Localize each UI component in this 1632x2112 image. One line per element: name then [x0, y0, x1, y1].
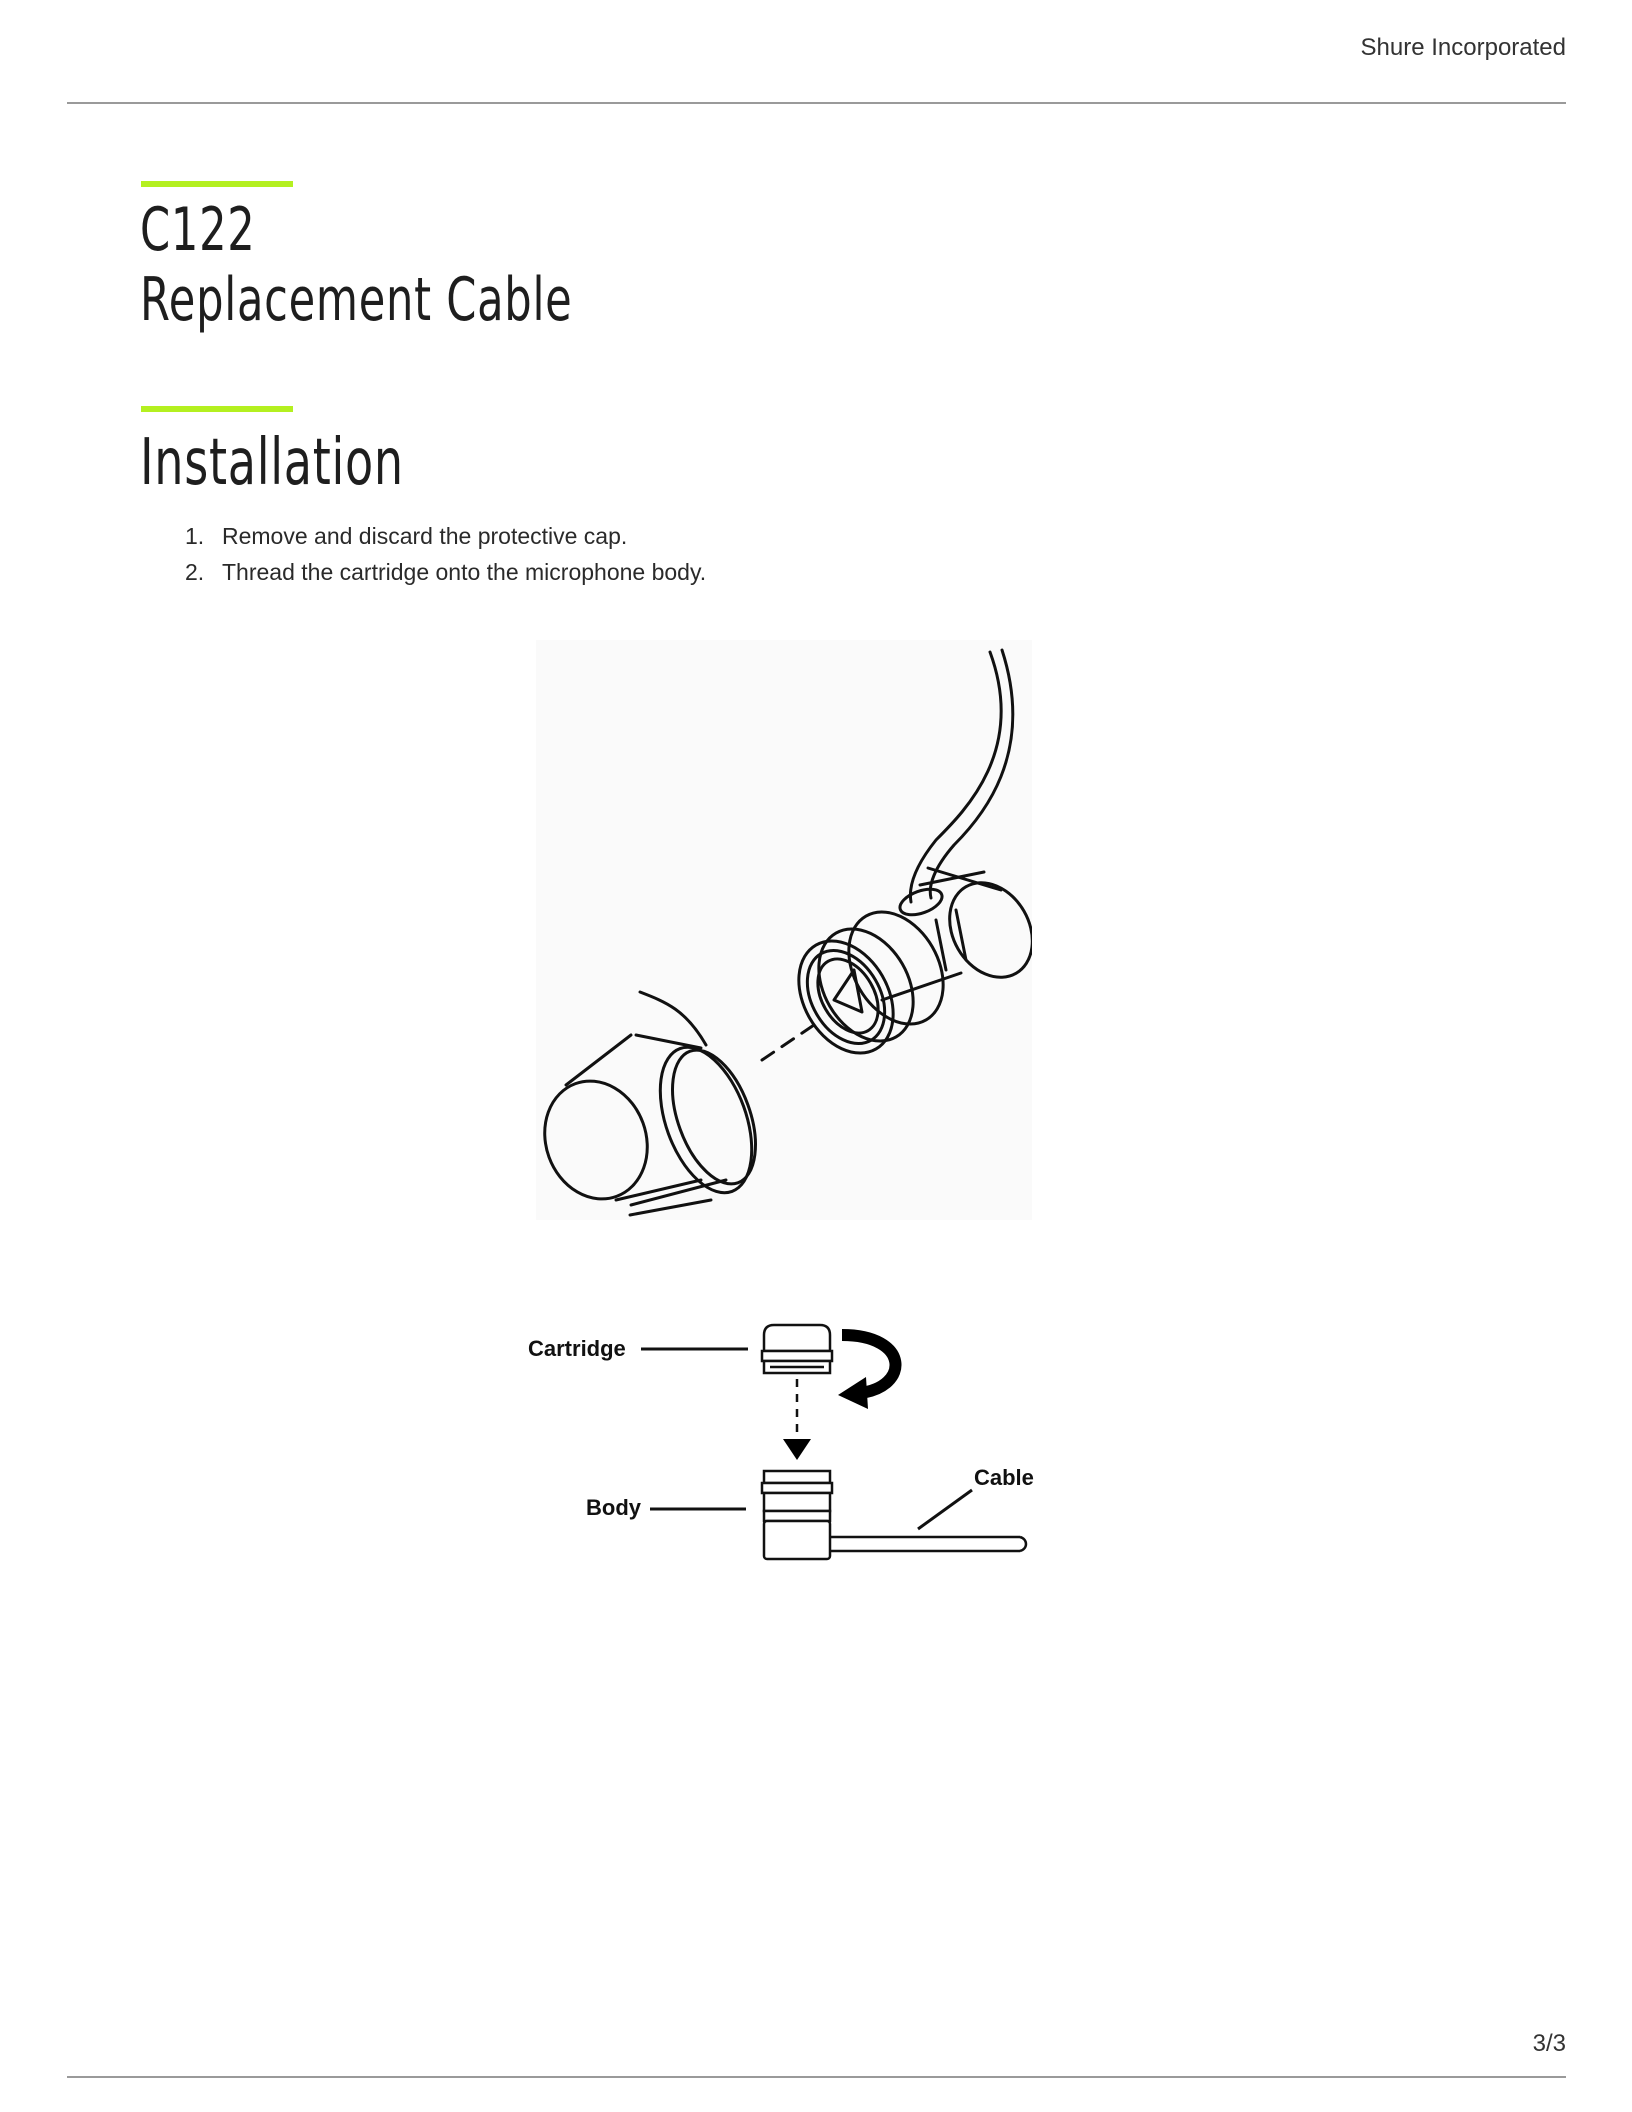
step-number: 2.	[185, 559, 205, 585]
step-text: Remove and discard the protective cap.	[222, 523, 628, 549]
section-accent-bar	[141, 406, 293, 412]
step-item	[180, 518, 706, 554]
label-cartridge: Cartridge	[528, 1336, 626, 1361]
body-part	[762, 1471, 832, 1559]
rotation-arrow-head	[838, 1377, 868, 1409]
header-company: Shure Incorporated	[1360, 34, 1566, 61]
installation-steps	[180, 518, 706, 590]
cap-removal-illustration	[536, 640, 1032, 1220]
header-rule	[67, 102, 1566, 104]
label-body: Body	[586, 1495, 641, 1520]
rotation-arrow	[842, 1335, 896, 1393]
page-number: 3/3	[1532, 2030, 1566, 2057]
section-title: Installation	[140, 426, 404, 500]
footer-rule	[67, 2076, 1566, 2078]
down-arrow-head	[783, 1439, 811, 1460]
step-text: Thread the cartridge onto the microphone body.	[222, 559, 707, 585]
label-cable: Cable	[974, 1465, 1034, 1490]
title-name: Replacement Cable	[140, 265, 573, 335]
cartridge-part	[762, 1325, 832, 1373]
leader-line-cable	[918, 1490, 972, 1529]
cable-line	[830, 1537, 1026, 1551]
document-title	[140, 195, 572, 335]
title-accent-bar	[141, 181, 293, 187]
step-number: 1.	[185, 523, 205, 549]
title-model: C122	[140, 195, 256, 265]
step-item	[180, 554, 706, 590]
thread-cartridge-diagram	[520, 1315, 1040, 1585]
